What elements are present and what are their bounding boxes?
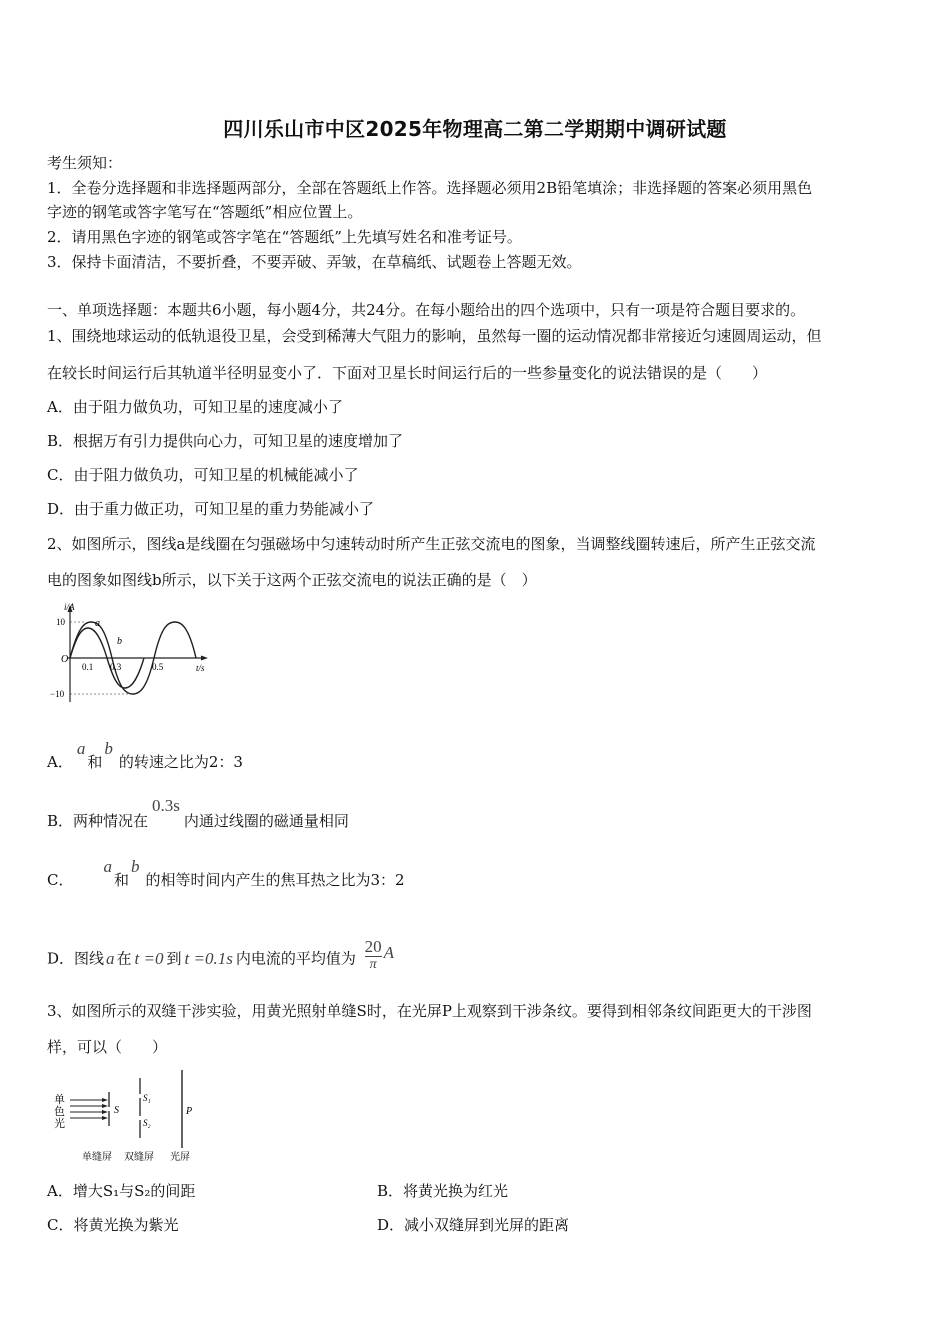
- y-tick-bottom: −10: [50, 689, 65, 699]
- notice-line-1a: 1．全卷分选择题和非选择题两部分，全部在答题纸上作答。选择题必须用2B铅笔填涂；非选择题的答案必须用黑色: [47, 179, 813, 197]
- q2-option-b: B．两种情况在0.3s内通过线圈的磁通量相同: [47, 796, 349, 830]
- page-title: 四川乐山市中区2025年物理高二第二学期期中调研试题: [223, 117, 727, 141]
- notice-line-2: 2．请用黑色字迹的钢笔或答字笔在“答题纸”上先填写姓名和准考证号。: [47, 228, 522, 246]
- y-axis-label: i/A: [64, 602, 75, 612]
- caption-single-slit: 单缝屏: [82, 1152, 112, 1163]
- x-axis-label: t/s: [196, 663, 205, 673]
- q3-option-a: A．增大S₁与S₂的间距: [47, 1182, 196, 1200]
- q3-stem-line1: 3、如图所示的双缝干涉实验，用黄光照射单缝S时，在光屏P上观察到干涉条纹。要得到相邻条纹间距更大的干涉图: [47, 1002, 812, 1020]
- q2-option-a: A．a和b的转速之比为2：3: [47, 739, 243, 771]
- q3-option-d: D．减小双缝屏到光屏的距离: [377, 1216, 570, 1234]
- graph-origin: O: [61, 654, 69, 665]
- graph-x-axis-arrow: [201, 656, 208, 661]
- light-ray-arrows: [102, 1098, 108, 1120]
- average-current-fraction: 20 π: [364, 937, 382, 972]
- notice-line-3: 3．保持卡面清洁，不要折叠，不要弄破、弄皱，在草稿纸、试题卷上答题无效。: [47, 253, 582, 271]
- q2-option-c: C．a和b的相等时间内产生的焦耳热之比为3：2: [47, 857, 405, 889]
- section-heading: 一、单项选择题：本题共6小题，每小题4分，共24分。在每小题给出的四个选项中，只有一项是符合题目要求的。: [47, 301, 806, 319]
- x-tick-3: 0.5: [152, 662, 164, 672]
- slit-s2-label: S₂: [143, 1118, 151, 1128]
- x-tick-2: 0.3: [110, 662, 122, 672]
- caption-light-screen: 光屏: [170, 1152, 190, 1163]
- curve-b-label: b: [117, 636, 122, 647]
- light-label-char-2: 色: [54, 1106, 65, 1118]
- x-tick-1: 0.1: [82, 662, 94, 672]
- curve-a-label: a: [95, 618, 100, 629]
- q3-stem-line2: 样，可以（ ）: [47, 1038, 168, 1056]
- notice-line-1b: 字迹的钢笔或答字笔写在“答题纸”相应位置上。: [47, 203, 363, 221]
- slit-s-label: S: [114, 1105, 119, 1116]
- q1-option-d: D．由于重力做正功，可知卫星的重力势能减小了: [47, 500, 375, 518]
- q1-option-c: C．由于阻力做负功，可知卫星的机械能减小了: [47, 466, 359, 484]
- q3-option-b: B．将黄光换为红光: [377, 1182, 509, 1200]
- light-label-char-1: 单: [54, 1094, 65, 1106]
- light-label-char-3: 光: [54, 1118, 65, 1130]
- caption-double-slit: 双缝屏: [124, 1152, 154, 1163]
- q2-option-d: D．图线 a 在 t =0 到 t =0.1s 内电流的平均值为 20 π A: [47, 937, 395, 972]
- notice-heading: 考生须知：: [47, 154, 123, 172]
- q1-stem-line2: 在较长时间运行后其轨道半径明显变小了．下面对卫星长时间运行后的一些参量变化的说法错误的是（ ）: [47, 364, 768, 382]
- q3-double-slit-diagram: [48, 1068, 208, 1168]
- q2-stem-line1: 2、如图所示，图线a是线圈在匀强磁场中匀速转动时所产生正弦交流电的图象，当调整线圈转速后，所产生正弦交流: [47, 535, 816, 553]
- q1-option-b: B．根据万有引力提供向心力，可知卫星的速度增加了: [47, 432, 404, 450]
- screen-p-label: P: [186, 1106, 193, 1117]
- light-rays: [70, 1100, 106, 1118]
- q2-current-graph: [44, 602, 214, 706]
- slit-s1-label: S₁: [143, 1093, 151, 1103]
- q3-option-c: C．将黄光换为紫光: [47, 1216, 179, 1234]
- q2-stem-line2: 电的图象如图线b所示，以下关于这两个正弦交流电的说法正确的是（ ）: [47, 571, 537, 589]
- y-tick-top: 10: [56, 617, 65, 627]
- q1-stem-line1: 1、围绕地球运动的低轨退役卫星，会受到稀薄大气阻力的影响，虽然每一圈的运动情况都非常接近匀速圆周运动，但: [47, 327, 822, 345]
- q1-option-a: A．由于阻力做负功，可知卫星的速度减小了: [47, 398, 343, 416]
